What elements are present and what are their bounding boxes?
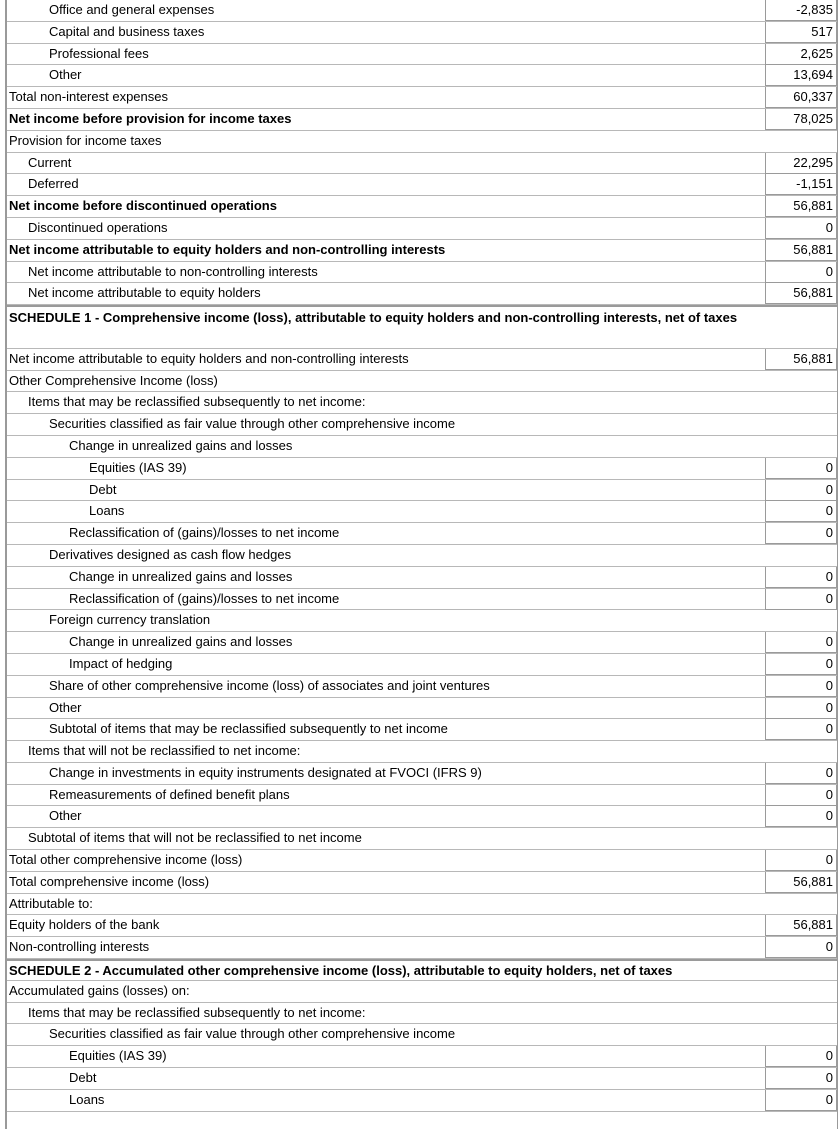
row-value: 22,295 [765, 153, 837, 174]
table-row [7, 545, 837, 567]
row-value: 0 [765, 589, 837, 610]
row-label: Non-controlling interests [9, 939, 150, 955]
row-value [765, 981, 837, 1002]
table-row [7, 763, 837, 785]
row-value: 0 [765, 806, 837, 827]
row-label: Net income before discontinued operations [9, 198, 277, 214]
row-label: Change in unrealized gains and losses [69, 634, 293, 650]
table-row [7, 981, 837, 1003]
row-label: Remeasurements of defined benefit plans [49, 786, 290, 802]
row-value [765, 414, 837, 435]
table-row [7, 1024, 837, 1046]
row-label: Reclassification of (gains)/losses to net income [69, 590, 340, 606]
table-row [7, 741, 837, 763]
table-row [7, 589, 837, 611]
row-label: Reclassification of (gains)/losses to net income [69, 525, 340, 541]
row-label: Debt [69, 1070, 97, 1086]
row-value: 0 [765, 1046, 837, 1067]
row-value: 517 [765, 22, 837, 43]
table-row [7, 806, 837, 828]
table-row [7, 109, 837, 131]
row-value: 56,881 [765, 349, 837, 370]
row-label: Debt [89, 481, 117, 497]
row-value [765, 131, 837, 152]
row-value: 56,881 [765, 240, 837, 261]
row-label: Capital and business taxes [49, 23, 205, 39]
row-value: 0 [765, 850, 837, 871]
table-row [7, 1003, 837, 1025]
table-row [7, 915, 837, 937]
row-value [765, 436, 837, 457]
row-value [765, 392, 837, 413]
row-label: Items that will not be reclassified to net income: [28, 743, 301, 759]
row-label: Securities classified as fair value through other comprehensive income [49, 416, 456, 432]
table-row [7, 349, 837, 371]
table-row [7, 436, 837, 458]
row-label: Foreign currency translation [49, 612, 211, 628]
financial-statement-table [5, 0, 838, 1129]
row-value: 0 [765, 676, 837, 697]
table-row [7, 676, 837, 698]
row-label: Items that may be reclassified subsequently to net income: [28, 394, 366, 410]
row-value: 56,881 [765, 872, 837, 893]
table-row [7, 937, 837, 959]
row-value [765, 545, 837, 566]
row-label: Net income attributable to non-controlling interests [28, 263, 318, 279]
row-label: Equities (IAS 39) [69, 1048, 167, 1064]
table-row [7, 0, 837, 22]
row-label: Total non-interest expenses [9, 89, 168, 105]
table-row [7, 1090, 837, 1112]
table-row [7, 131, 837, 153]
row-value: 0 [765, 480, 837, 501]
table-row [7, 22, 837, 44]
row-value: 0 [765, 501, 837, 522]
table-row [7, 262, 837, 284]
row-label: Other [49, 699, 82, 715]
row-value [765, 894, 837, 915]
table-row [7, 894, 837, 916]
row-value [765, 371, 837, 392]
table-row [7, 65, 837, 87]
table-row [7, 632, 837, 654]
table-row [7, 414, 837, 436]
row-value: 0 [765, 719, 837, 740]
table-row [7, 850, 837, 872]
table-row [7, 458, 837, 480]
schedule-heading-row [7, 959, 837, 981]
row-label: Net income attributable to equity holders and non-controlling interests [9, 350, 409, 366]
row-value: 0 [765, 698, 837, 719]
table-row [7, 567, 837, 589]
row-label: Other [49, 67, 82, 83]
row-label: Loans [69, 1091, 105, 1107]
row-value [765, 741, 837, 762]
table-row [7, 371, 837, 393]
row-label: Equity holders of the bank [9, 917, 160, 933]
row-value: 0 [765, 218, 837, 239]
row-label: Deferred [28, 176, 79, 192]
row-label: Other Comprehensive Income (loss) [9, 372, 218, 388]
row-value: 60,337 [765, 87, 837, 108]
row-label: Current [28, 154, 72, 170]
row-value: 56,881 [765, 283, 837, 304]
table-row [7, 153, 837, 175]
row-label: Total comprehensive income (loss) [9, 873, 210, 889]
row-label: Change in unrealized gains and losses [69, 568, 293, 584]
row-label: Total other comprehensive income (loss) [9, 852, 243, 868]
row-value: 56,881 [765, 196, 837, 217]
row-value: 0 [765, 523, 837, 544]
table-row [7, 480, 837, 502]
row-label: Professional fees [49, 45, 149, 61]
row-label: Items that may be reclassified subsequently to net income: [28, 1004, 366, 1020]
schedule-heading-row [7, 305, 837, 349]
row-value: 0 [765, 632, 837, 653]
table-row [7, 1068, 837, 1090]
row-label: Provision for income taxes [9, 132, 162, 148]
row-label: Equities (IAS 39) [89, 459, 187, 475]
row-label: Derivatives designed as cash flow hedges [49, 546, 292, 562]
table-row [7, 1046, 837, 1068]
table-row [7, 610, 837, 632]
row-label: Subtotal of items that will not be reclassified to net income [28, 830, 362, 846]
table-row [7, 872, 837, 894]
row-value: 0 [765, 262, 837, 283]
table-row [7, 719, 837, 741]
row-label: Impact of hedging [69, 655, 173, 671]
row-label: Net income attributable to equity holders [28, 285, 261, 301]
row-value: 56,881 [765, 915, 837, 936]
row-label: Attributable to: [9, 895, 93, 911]
table-row [7, 283, 837, 305]
table-row [7, 44, 837, 66]
row-label: Loans [89, 503, 125, 519]
row-label: Subtotal of items that may be reclassified subsequently to net income [49, 721, 448, 737]
row-label: Office and general expenses [49, 2, 215, 17]
row-value [765, 1003, 837, 1024]
row-value: 0 [765, 1090, 837, 1111]
row-value: 0 [765, 458, 837, 479]
row-value [765, 1024, 837, 1045]
row-value: 78,025 [765, 109, 837, 130]
row-value [765, 610, 837, 631]
row-value: 0 [765, 1068, 837, 1089]
table-row [7, 87, 837, 109]
table-row [7, 523, 837, 545]
row-label: Securities classified as fair value through other comprehensive income [49, 1026, 456, 1042]
row-value: -1,151 [765, 174, 837, 195]
row-label: SCHEDULE 2 - Accumulated other comprehensive income (loss), attributable to equity holders, net of taxes [9, 963, 673, 979]
row-label: Share of other comprehensive income (loss) of associates and joint ventures [49, 677, 490, 693]
row-label: SCHEDULE 1 - Comprehensive income (loss), attributable to equity holders and non-controlling interests, net of taxes [9, 310, 738, 326]
row-value: 13,694 [765, 65, 837, 86]
table-row [7, 392, 837, 414]
row-value: 0 [765, 937, 837, 958]
row-value: 2,625 [765, 44, 837, 65]
row-value: 0 [765, 654, 837, 675]
row-label: Other [49, 808, 82, 824]
table-row [7, 785, 837, 807]
row-label: Net income before provision for income taxes [9, 110, 292, 126]
row-label: Net income attributable to equity holders and non-controlling interests [9, 241, 446, 257]
row-label: Accumulated gains (losses) on: [9, 982, 190, 998]
row-value: 0 [765, 567, 837, 588]
table-row [7, 654, 837, 676]
row-label: Discontinued operations [28, 219, 168, 235]
row-value: 0 [765, 763, 837, 784]
table-row [7, 174, 837, 196]
row-value: -2,835 [765, 0, 837, 21]
row-value [765, 828, 837, 849]
row-label: Change in investments in equity instruments designated at FVOCI (IFRS 9) [49, 764, 482, 780]
row-value: 0 [765, 785, 837, 806]
table-row [7, 196, 837, 218]
table-row [7, 218, 837, 240]
table-row [7, 501, 837, 523]
table-row [7, 828, 837, 850]
row-label: Change in unrealized gains and losses [69, 437, 293, 453]
table-row [7, 240, 837, 262]
table-row [7, 698, 837, 720]
